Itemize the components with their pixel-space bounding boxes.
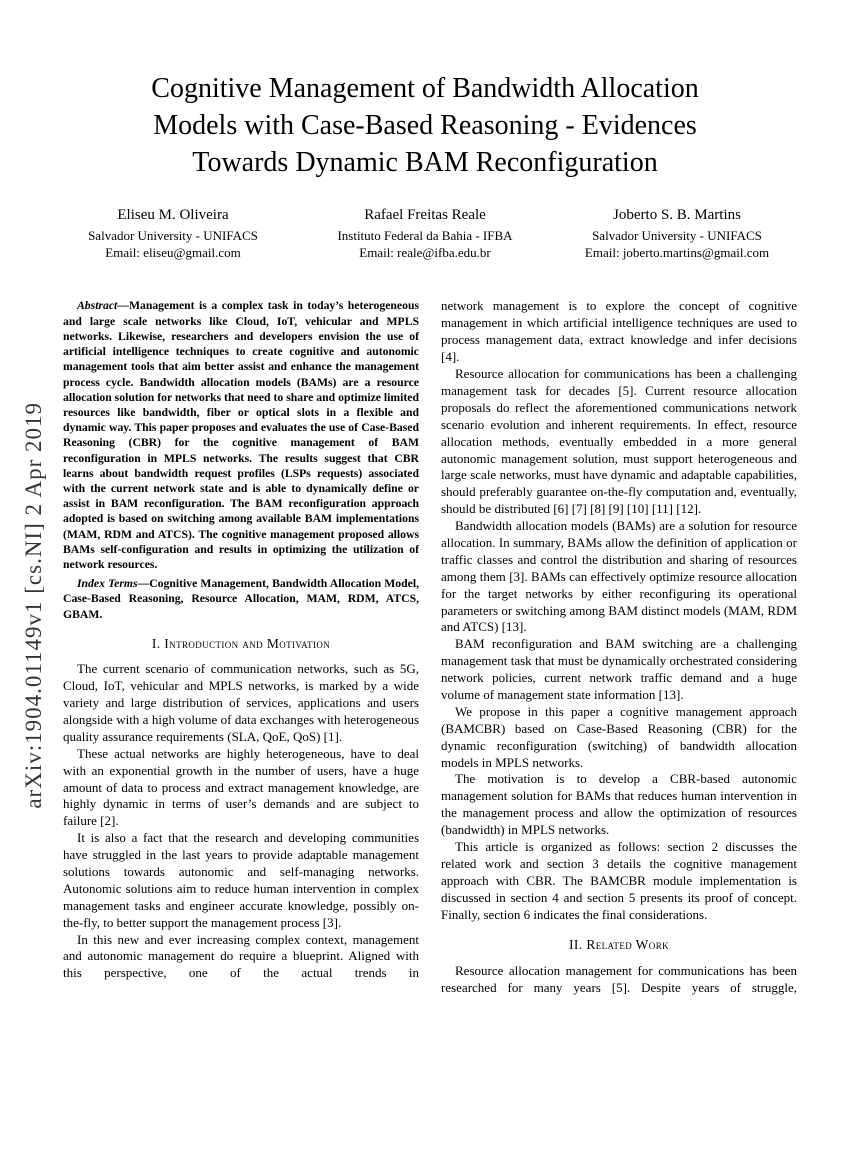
body-paragraph: It is also a fact that the research and developing communities have struggled in the last years to provide adaptable management solutions towards autonomic and self-managing networks. Autonomic solutions aim to reduce human intervention in complex management tasks and engineer accurate knowledge, possibly on-the-fly, to better support the management process [3]. <box>63 830 419 930</box>
right-column <box>441 298 797 996</box>
abstract-text: —Management is a complex task in today’s heterogeneous and large scale networks like Cloud, IoT, vehicular and MPLS networks. Likewise, researchers and developers envision the use of artificial intelligence techniques to create cognitive and autonomic management tools that aim better assist and enhance the management process cycle. Bandwidth allocation models (BAMs) are a resource allocation solution for networks that need to share and optimize limited resources like bandwidth, fiber or optical slots in a flexible and dynamic way. This paper proposes and evaluates the use of Case-Based Reasoning (CBR) for the cognitive management of BAM reconfiguration in MPLS networks. The results suggest that CBR learns about bandwidth request profiles (LSPs requests) associated with the current network state and is able to dynamically define or assist in BAM reconfiguration. The BAM reconfiguration approach adopted is based on switching among available BAM implementations (MAM, RDM and ATCS). The cognitive management proposed allows BAMs self-configuration and results in optimizing the utilization of network resources. <box>63 299 419 571</box>
author-name: Rafael Freitas Reale <box>364 206 486 223</box>
section-heading-introduction: I. Introduction and Motivation <box>151 635 331 651</box>
author-block <box>0 207 850 262</box>
author-1 <box>47 207 299 262</box>
body-paragraph: network management is to explore the concept of cognitive management in which artificial intelligence techniques are used to process management data, extract knowledge and infer decisions [4]. <box>441 298 797 365</box>
author-affiliation: Instituto Federal da Bahia - IFBA <box>337 227 513 243</box>
index-terms-text: —Cognitive Management, Bandwidth Allocation Model, Case-Based Reasoning, Resource Allocation, MAM, RDM, ATCS, GBAM. <box>63 577 419 621</box>
body-paragraph: We propose in this paper a cognitive management approach (BAMCBR) based on Case-Based Reasoning (CBR) for the dynamic reconfiguration (switching) of bandwidth allocation models in MPLS networks. <box>441 703 797 770</box>
arxiv-identifier: arXiv:1904.01149v1 [cs.NI] 2 Apr 2019 <box>21 401 46 809</box>
body-paragraph: The current scenario of communication networks, such as 5G, Cloud, IoT, vehicular and MPLS networks, is marked by a wide variety and large distribution of services, applications and users alongside with a high volume of data exchanges with heterogeneous quality assurance requirements (SLA, QoE, QoS) [1]. <box>63 661 419 744</box>
author-email: Email: eliseu@gmail.com <box>105 244 241 260</box>
index-terms-label: Index Terms <box>77 577 138 591</box>
abstract <box>63 298 419 572</box>
paper-page <box>0 70 850 1170</box>
body-paragraph: In this new and ever increasing complex context, management and autonomic management do require a blueprint. Aligned with this perspective, one of the actual trends in <box>63 931 419 981</box>
author-email: Email: reale@ifba.edu.br <box>359 244 491 260</box>
title-line-2: Models with Case-Based Reasoning - Evidences <box>153 110 697 142</box>
two-column-body <box>63 298 797 996</box>
body-paragraph: The motivation is to develop a CBR-based autonomic management solution for BAMs that reduces human intervention in the management process and allow the optimization of resources (bandwidth) in MPLS networks. <box>441 771 797 838</box>
body-paragraph: Resource allocation for communications has been a challenging management task for decades [5]. Current resource allocation proposals do reflect the aforementioned communications network scenario evolution and inherent requirements. In effect, resource allocation methods, eventually embedded in a more general autonomic management solution, must support heterogeneous and large scale networks, must have dynamic and adaptable capabilities, should preferably guarantee on-the-fly computation and, eventually, should be distributed [6] [7] [8] [9] [10] [11] [12]. <box>441 366 797 517</box>
body-paragraph: BAM reconfiguration and BAM switching are a challenging management task that must be dynamically orchestrated considering network policies, current network traffic demand and a huge volume of management state information [13]. <box>441 636 797 702</box>
section-heading-related-work: II. Related Work <box>568 937 669 953</box>
body-paragraph: Bandwidth allocation models (BAMs) are a solution for resource allocation. In summary, BAMs allow the definition of application or traffic classes and control the distribution and sharing of resources among them [3]. BAMs can effectively optimize resource allocation for the target networks by either reconfiguring its operational parameters or switching among BAM distinct models (MAM, RDM and ATCS) [13]. <box>441 518 797 635</box>
author-email: Email: joberto.martins@gmail.com <box>584 244 770 260</box>
paper-title <box>65 70 785 182</box>
author-affiliation: Salvador University - UNIFACS <box>88 227 258 243</box>
body-paragraph: These actual networks are highly heterogeneous, have to deal with an exponential growth in the number of users, have a huge amount of data to process and extract management knowledge, are highly dynamic in terms of user’s demands and are subject to failure [2]. <box>63 745 419 829</box>
author-affiliation: Salvador University - UNIFACS <box>592 227 762 243</box>
left-column <box>63 298 419 996</box>
body-paragraph: Resource allocation management for communications has been researched for many years [5]. Despite years of struggle, <box>441 962 797 995</box>
abstract-label: Abstract <box>77 299 118 313</box>
index-terms <box>63 576 419 622</box>
title-line-3: Towards Dynamic BAM Reconfiguration <box>192 147 658 179</box>
author-2 <box>299 207 551 262</box>
author-name: Joberto S. B. Martins <box>613 206 741 223</box>
title-line-1: Cognitive Management of Bandwidth Allocation <box>151 73 699 104</box>
author-name: Eliseu M. Oliveira <box>117 206 229 223</box>
author-3 <box>551 207 803 262</box>
arxiv-watermark <box>12 365 56 845</box>
body-paragraph: This article is organized as follows: section 2 discusses the related work and section 3 details the cognitive management approach with CBR. The BAMCBR module implementation is discussed in section 4 and section 5 presents its proof of concept. Finally, section 6 indicates the final considerations. <box>441 838 797 922</box>
